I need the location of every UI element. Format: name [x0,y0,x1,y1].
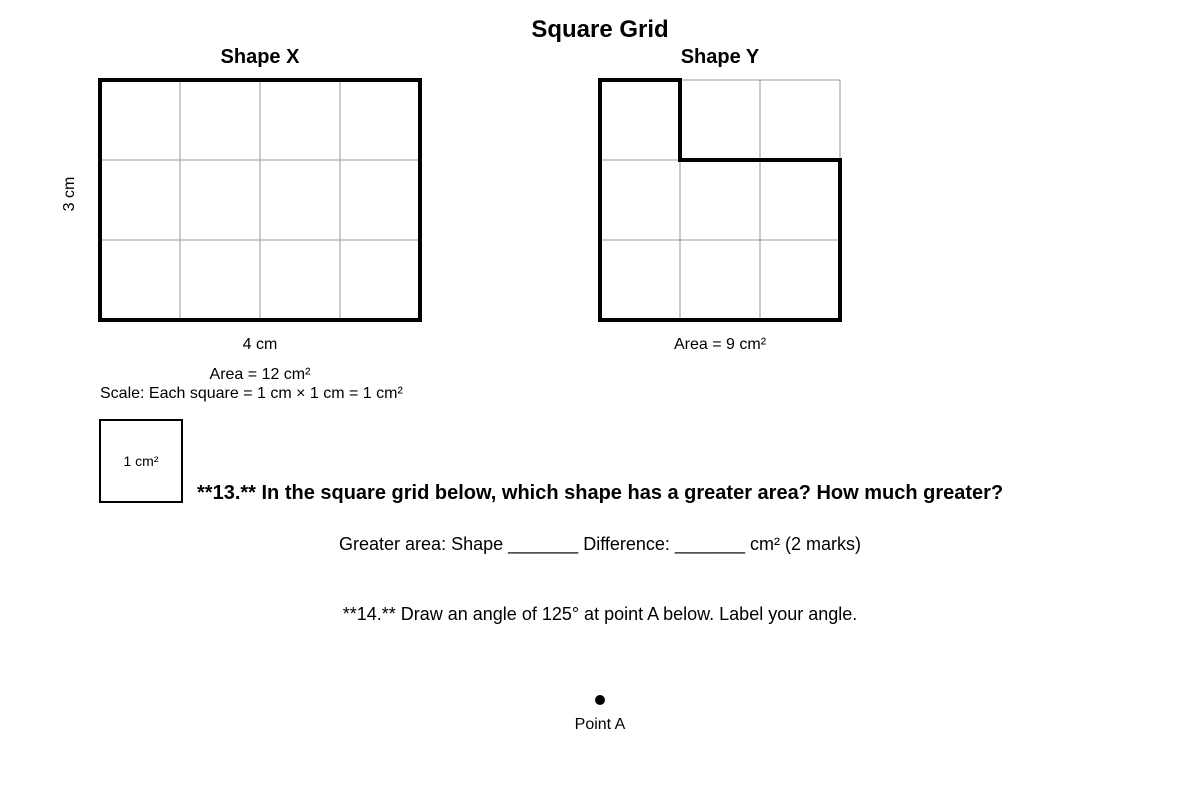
page-title: Square Grid [531,16,669,43]
shape-y-area-label: Area = 9 cm² [673,336,767,353]
shape-x-grid [100,80,420,320]
point-a-dot [595,695,605,705]
shape-x-height-label: 3 cm [61,176,78,212]
shape-x-title: Shape X [220,46,300,68]
shape-x-width-label: 4 cm [242,336,278,353]
shape-y-title: Shape Y [680,46,760,68]
scale-label: Scale: Each square = 1 cm × 1 cm = 1 cm² [100,385,403,402]
question-13: **13.** In the square grid below, which shape has a greater area? How much greater? [197,482,1004,504]
shape-y-outline [600,80,840,320]
question-13-answer-line: Greater area: Shape _______ Difference: _______ cm² (2 marks) [339,534,861,554]
unit-square-label: 1 cm² [123,453,159,469]
shape-x-area-label: Area = 12 cm² [209,366,311,383]
shape-y-grid [600,80,840,320]
question-14: **14.** Draw an angle of 125° at point A below. Label your angle. [342,604,858,624]
point-a-label: Point A [574,716,626,733]
